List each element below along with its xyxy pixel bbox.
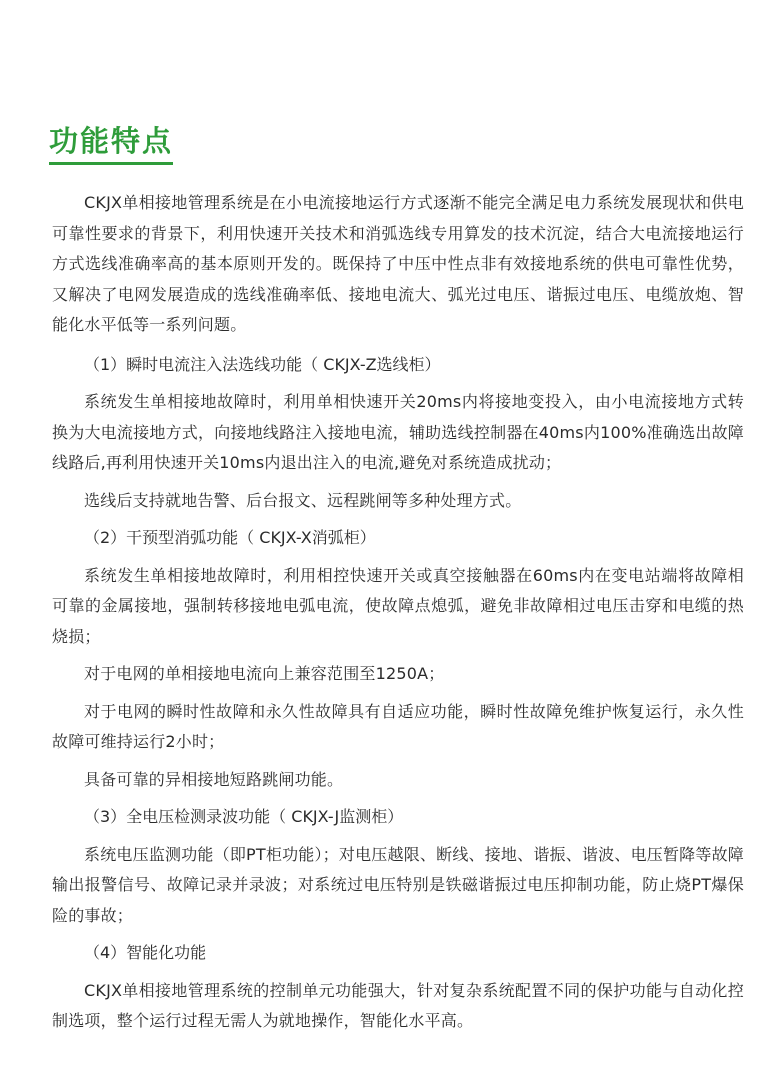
paragraph-arc-adaptive: 对于电网的瞬时性故障和永久性故障具有自适应功能，瞬时性故障免维护恢复运行，永久性故障可维持运行2小时； bbox=[52, 701, 744, 751]
paragraph-arc-process: 系统发生单相接地故障时，利用相控快速开关或真空接触器在60ms内在变电站端将故障相可靠的金属接地，强制转移接地电弧电流，使故障点熄弧，避免非故障相过电压击穿和电缆的热烧损； bbox=[52, 565, 744, 646]
paragraph-arc-capacity: 对于电网的单相接地电流向上兼容范围至1250A； bbox=[84, 664, 445, 683]
body-text bbox=[52, 188, 744, 1044]
paragraph-injection-process: 系统发生单相接地故障时，利用单相快速开关20ms内将接地变投入，由小电流接地方式转换为大电流接地方式，向接地线路注入接地电流，辅助选线控制器在40ms内100%准确选出故障线路后,再利用快速开关10ms内退出注入的电流,避免对系统造成扰动； bbox=[52, 392, 744, 472]
intro-paragraph: CKJX单相接地管理系统是在小电流接地运行方式逐渐不能完全满足电力系统发展现状和供电可靠性要求的背景下，利用快速开关技术和消弧选线专用算发的技术沉淀，结合大电流接地运行方式选线准确率高的基本原则开发的。既保持了中压中性点非有效接地系统的供电可靠性优势，又解决了电网发展造成的选线准确率低、接地电流大、弧光过电压、谐振过电压、电缆放炮、智能化水平低等一系列问题。 bbox=[52, 193, 744, 334]
subheading-current-injection: （1）瞬时电流注入法选线功能（ CKJX-Z选线柜） bbox=[84, 354, 441, 374]
title-underline bbox=[49, 162, 173, 165]
subheading-voltage-recording: （3）全电压检测录波功能（ CKJX-J监测柜） bbox=[84, 807, 404, 826]
paragraph-arc-trip: 具备可靠的异相接地短路跳闸功能。 bbox=[84, 769, 344, 789]
paragraph-voltage-monitoring: 系统电压监测功能（即PT柜功能）；对电压越限、断线、接地、谐振、谐波、电压暂降等故障输出报警信号、故障记录并录波；对系统过电压特别是铁磁谐振过电压抑制功能，防止烧PT爆保险的事故； bbox=[52, 844, 744, 925]
section-heading bbox=[49, 121, 173, 165]
section-title: 功能特点 bbox=[49, 124, 174, 158]
subheading-intelligent: （4）智能化功能 bbox=[84, 943, 207, 962]
paragraph-intelligent-control: CKJX单相接地管理系统的控制单元功能强大，针对复杂系统配置不同的保护功能与自动化控制选项，整个运行过程无需人为就地操作，智能化水平高。 bbox=[52, 980, 744, 1030]
paragraph-injection-handling: 选线后支持就地告警、后台报文、远程跳闸等多种处理方式。 bbox=[84, 490, 522, 510]
subheading-arc-suppression: （2）干预型消弧功能（ CKJX-X消弧柜） bbox=[84, 528, 376, 547]
